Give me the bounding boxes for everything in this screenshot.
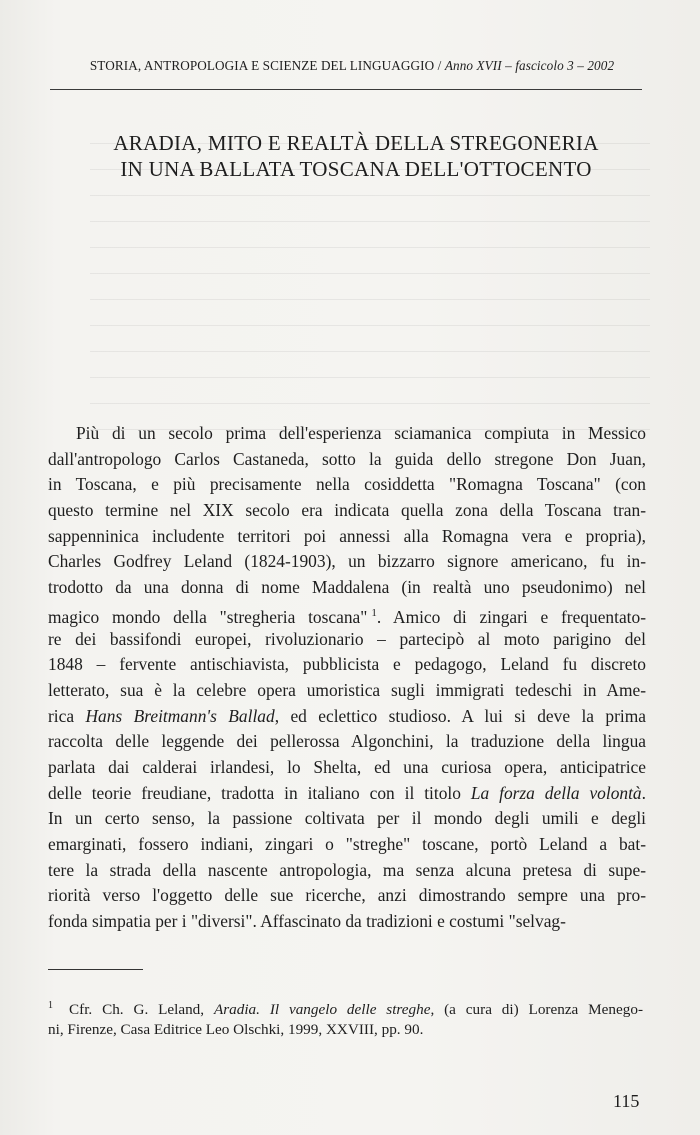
footnote-line bbox=[48, 1020, 643, 1040]
header-rule bbox=[50, 89, 642, 90]
text-line bbox=[48, 498, 646, 524]
line-text bbox=[48, 601, 646, 627]
line-text-part: . bbox=[641, 782, 646, 803]
footnote bbox=[48, 996, 643, 1040]
footnote-line bbox=[48, 996, 643, 1020]
footnote-rule bbox=[48, 969, 143, 970]
text-line bbox=[48, 472, 646, 498]
text-line bbox=[48, 524, 646, 550]
line-text-part: magico mondo della "stregheria toscana" bbox=[48, 606, 368, 627]
footnote-text-part: , (a cura di) Lorenza Menego- bbox=[430, 1001, 643, 1018]
line-text bbox=[48, 704, 646, 730]
italic-title: Aradia. Il vangelo delle streghe bbox=[213, 1001, 431, 1018]
text-line bbox=[48, 729, 646, 755]
text-line bbox=[48, 549, 646, 575]
italic-title: La forza della volontà bbox=[470, 782, 642, 803]
footnote-text-part: Cfr. Ch. G. Leland, bbox=[69, 1001, 214, 1018]
text-line bbox=[48, 704, 646, 730]
text-line bbox=[48, 781, 646, 807]
title-line-1: ARADIA, MITO E REALTÀ DELLA STREGONERIA bbox=[113, 131, 599, 155]
text-line bbox=[48, 601, 646, 627]
footnote-number: 1 bbox=[48, 1000, 53, 1011]
journal-name: STORIA, ANTROPOLOGIA E SCIENZE DEL LINGUAGGIO / bbox=[89, 58, 442, 73]
issue-info: Anno XVII – fascicolo 3 – 2002 bbox=[444, 58, 615, 73]
text-line bbox=[48, 755, 646, 781]
line-text: riorità verso l'oggetto delle sue ricerche, anzi dimostrando sempre una pro- bbox=[48, 885, 646, 906]
line-text: trodotto da una donna di nome Maddalena (in realtà uno pseudonimo) nel bbox=[48, 577, 646, 598]
line-text: 1848 – fervente antischiavista, pubblicista e pedagogo, Leland fu discreto bbox=[48, 654, 646, 675]
footnote-reference[interactable]: 1 bbox=[371, 606, 377, 619]
line-text: questo termine nel XIX secolo era indicata quella zona della Toscana tran- bbox=[48, 500, 646, 521]
text-line bbox=[48, 421, 646, 447]
line-text: raccolta delle leggende dei pellerossa Algonchini, la traduzione della lingua bbox=[48, 731, 646, 752]
line-text: letterato, sua è la celebre opera umoristica sugli immigrati tedeschi in Ame- bbox=[48, 679, 646, 700]
footnote-text: ni, Firenze, Casa Editrice Leo Olschki, 1999, XXVIII, pp. 90. bbox=[48, 1021, 424, 1038]
body-paragraph bbox=[48, 421, 646, 935]
text-line bbox=[48, 806, 646, 832]
line-text-part: delle teorie freudiane, tradotta in italiano con il titolo bbox=[48, 782, 471, 803]
text-line bbox=[48, 447, 646, 473]
footnote-text bbox=[48, 996, 643, 1020]
line-text: tere la strada della nascente antropologia, ma senza alcuna pretesa di supe- bbox=[48, 859, 646, 880]
line-text: parlata dai calderai irlandesi, lo Shelta, ed una curiosa opera, anticipatrice bbox=[48, 756, 646, 777]
text-line bbox=[48, 909, 646, 935]
italic-title: Hans Breitmann's Ballad bbox=[85, 705, 275, 726]
line-text: sappenninica includente territori poi annessi alla Romagna vera e propria), bbox=[48, 525, 646, 546]
line-text: Charles Godfrey Leland (1824-1903), un bizzarro signore americano, fu in- bbox=[48, 551, 646, 572]
running-header bbox=[62, 58, 642, 74]
line-text: fonda simpatia per i "diversi". Affascinato da tradizioni e costumi "selvag- bbox=[48, 911, 566, 932]
text-line bbox=[48, 678, 646, 704]
text-line bbox=[48, 832, 646, 858]
page-number: 115 bbox=[613, 1091, 640, 1111]
line-text: Più di un secolo prima dell'esperienza sciamanica compiuta in Messico bbox=[76, 423, 646, 443]
line-text: dall'antropologo Carlos Castaneda, sotto la guida dello stregone Don Juan, bbox=[48, 448, 646, 469]
article-title bbox=[60, 130, 652, 182]
line-text: emarginati, fossero indiani, zingari o "streghe" toscane, portò Leland a bat- bbox=[48, 834, 646, 854]
line-text-part: rica bbox=[48, 705, 86, 726]
text-line bbox=[48, 627, 646, 653]
line-text-part: , ed eclettico studioso. A lui si deve la prima bbox=[274, 705, 646, 726]
text-line bbox=[48, 575, 646, 601]
line-text: In un certo senso, la passione coltivata per il mondo degli umili e degli bbox=[48, 808, 646, 829]
text-line bbox=[48, 652, 646, 678]
text-line bbox=[48, 883, 646, 909]
line-text-part: . Amico di zingari e frequentato- bbox=[376, 606, 646, 627]
text-line bbox=[48, 858, 646, 884]
line-text: in Toscana, e più precisamente nella cosiddetta "Romagna Toscana" (con bbox=[48, 474, 646, 495]
title-line-2: IN UNA BALLATA TOSCANA DELL'OTTOCENTO bbox=[120, 157, 592, 181]
line-text: re dei bassifondi europei, rivoluzionario – partecipò al moto parigino del bbox=[48, 628, 646, 649]
line-text bbox=[48, 781, 646, 807]
